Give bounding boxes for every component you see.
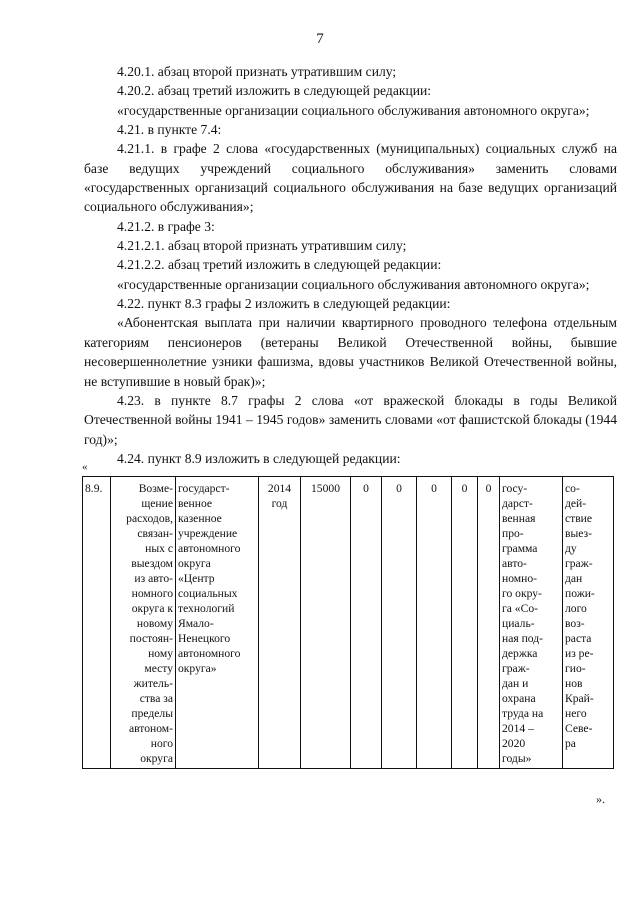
cell-line: ного [150,737,173,750]
cell-line: труда на [502,707,544,720]
cell-line: житель- [133,677,173,690]
cell-line: грамма [502,542,538,555]
cell-line: ства за [139,692,173,705]
cell-line: «Центр [178,572,215,585]
zero-value-cell: 0 [478,477,500,769]
cell-line: округа [140,752,173,765]
table-row [83,477,614,769]
cell-line: пределы [131,707,173,720]
cell-line: щение [141,497,173,510]
year-cell [259,477,301,769]
cell-line: граж- [565,557,593,570]
cell-line: дан [565,572,583,585]
paragraph: 4.24. пункт 8.9 изложить в следующей редакции: [117,450,401,466]
cell-line: из ре- [565,647,594,660]
cell-line: него [565,707,587,720]
cell-line: государст- [178,482,230,495]
cell-line: выездом [131,557,173,570]
cell-line: циаль- [502,617,535,630]
item-number-cell: 8.9. [83,477,111,769]
zero-value-cell: 0 [417,477,452,769]
cell-line: го окру- [502,587,542,600]
cell-line: га «Со- [502,602,538,615]
cell-line: нов [565,677,583,690]
cell-line: дей- [565,497,587,510]
cell-line: 2020 [502,737,526,750]
description-cell [111,477,176,769]
cell-line: новому [136,617,173,630]
paragraph: «государственные организации социального обслуживания автономного округа»; [117,276,590,292]
goal-cell [563,477,614,769]
cell-line: расходов, [126,512,173,525]
cell-line: воз- [565,617,585,630]
amendment-table [82,476,614,769]
cell-line: дарст- [502,497,533,510]
cell-line: ная под- [502,632,544,645]
cell-line: Возме- [138,482,173,495]
cell-line: лого [565,602,587,615]
cell-line: раста [565,632,592,645]
paragraph: «Абонентская выплата при наличии квартирного проводного телефона отдельным категориям пенсионеров (ветераны Великой Отечественной войны, бывшие несовершеннолетние узники фашизма, вдовы участников Великой Отечественной войны, не вступившие в новый брак)»; [84,315,617,389]
cell-line: учреждение [178,527,238,540]
amount-cell: 15000 [301,477,351,769]
paragraph: 4.21.2.2. абзац третий изложить в следующей редакции: [117,257,442,273]
cell-line: Севе- [565,722,593,735]
cell-line: гио- [565,662,586,675]
paragraph: 4.20.2. абзац третий изложить в следующей редакции: [117,83,432,99]
cell-line: автоном- [128,722,173,735]
cell-line: пожи- [565,587,595,600]
cell-line: венное [178,497,213,510]
table-quote-close: ». [596,792,605,806]
zero-value-cell: 0 [351,477,382,769]
cell-line: госу- [502,482,528,495]
cell-line: ствие [565,512,593,525]
cell-line: охрана [502,692,536,705]
cell-line: держка [502,647,538,660]
cell-line: 2014 [267,482,292,495]
cell-line: номного [131,587,173,600]
paragraph: 4.21.2.1. абзац второй признать утратившим силу; [117,238,407,254]
zero-value-cell: 0 [382,477,417,769]
cell-line: связан- [137,527,173,540]
cell-line: ра [565,737,576,750]
executor-cell [176,477,259,769]
cell-line: казенное [178,512,222,525]
cell-line: годы» [502,752,532,765]
cell-line: месту [144,662,173,675]
cell-line: автономного [178,647,241,660]
paragraph: 4.20.1. абзац второй признать утратившим силу; [117,64,397,79]
cell-line: Ненецкого [178,632,231,645]
cell-line: округа [178,557,211,570]
paragraph: 4.23. в пункте 8.7 графы 2 слова «от вражеской блокады в годы Великой Отечественной войны 1941 – 1945 годов» заменить словами «от фашистской блокады (1944 год)»; [84,392,617,447]
cell-line: ному [148,647,173,660]
cell-line: округа» [178,662,217,675]
paragraph: 4.21. в пункте 7.4: [117,122,222,138]
cell-line: ду [565,542,577,555]
cell-line: Край- [565,692,594,705]
cell-line: округа к [131,602,173,615]
cell-line: технологий [178,602,235,615]
paragraph: 4.21.1. в графе 2 слова «государственных (муниципальных) социальных служб на базе ведущих учреждений социального обслуживания» заменить словами «государственных организаций социального обслуживания на базе ведущих организаций социального обслуживания»; [84,141,617,215]
paragraph: 4.22. пункт 8.3 графы 2 изложить в следующей редакции: [117,296,451,312]
document-body [84,62,617,468]
cell-line: Ямало- [178,617,214,630]
table-quote-open: « [82,461,88,473]
zero-value-cell: 0 [452,477,478,769]
cell-line: ных с [145,542,173,555]
cell-line: из авто- [134,572,173,585]
cell-line: автономного [178,542,241,555]
cell-line: граж- [502,662,530,675]
page-number: 7 [316,31,324,47]
cell-line: год [271,497,288,510]
paragraph: «государственные организации социального обслуживания автономного округа»; [117,102,590,118]
cell-line: со- [565,482,580,495]
paragraph: 4.21.2. в графе 3: [117,218,215,234]
cell-line: авто- [502,557,527,570]
program-cell [500,477,563,769]
cell-line: венная [502,512,536,525]
cell-line: постоян- [129,632,173,645]
cell-line: про- [502,527,524,540]
cell-line: 2014 – [502,722,534,735]
cell-line: номно- [502,572,537,585]
cell-line: выез- [565,527,592,540]
cell-line: социальных [178,587,238,600]
cell-line: дан и [502,677,529,690]
